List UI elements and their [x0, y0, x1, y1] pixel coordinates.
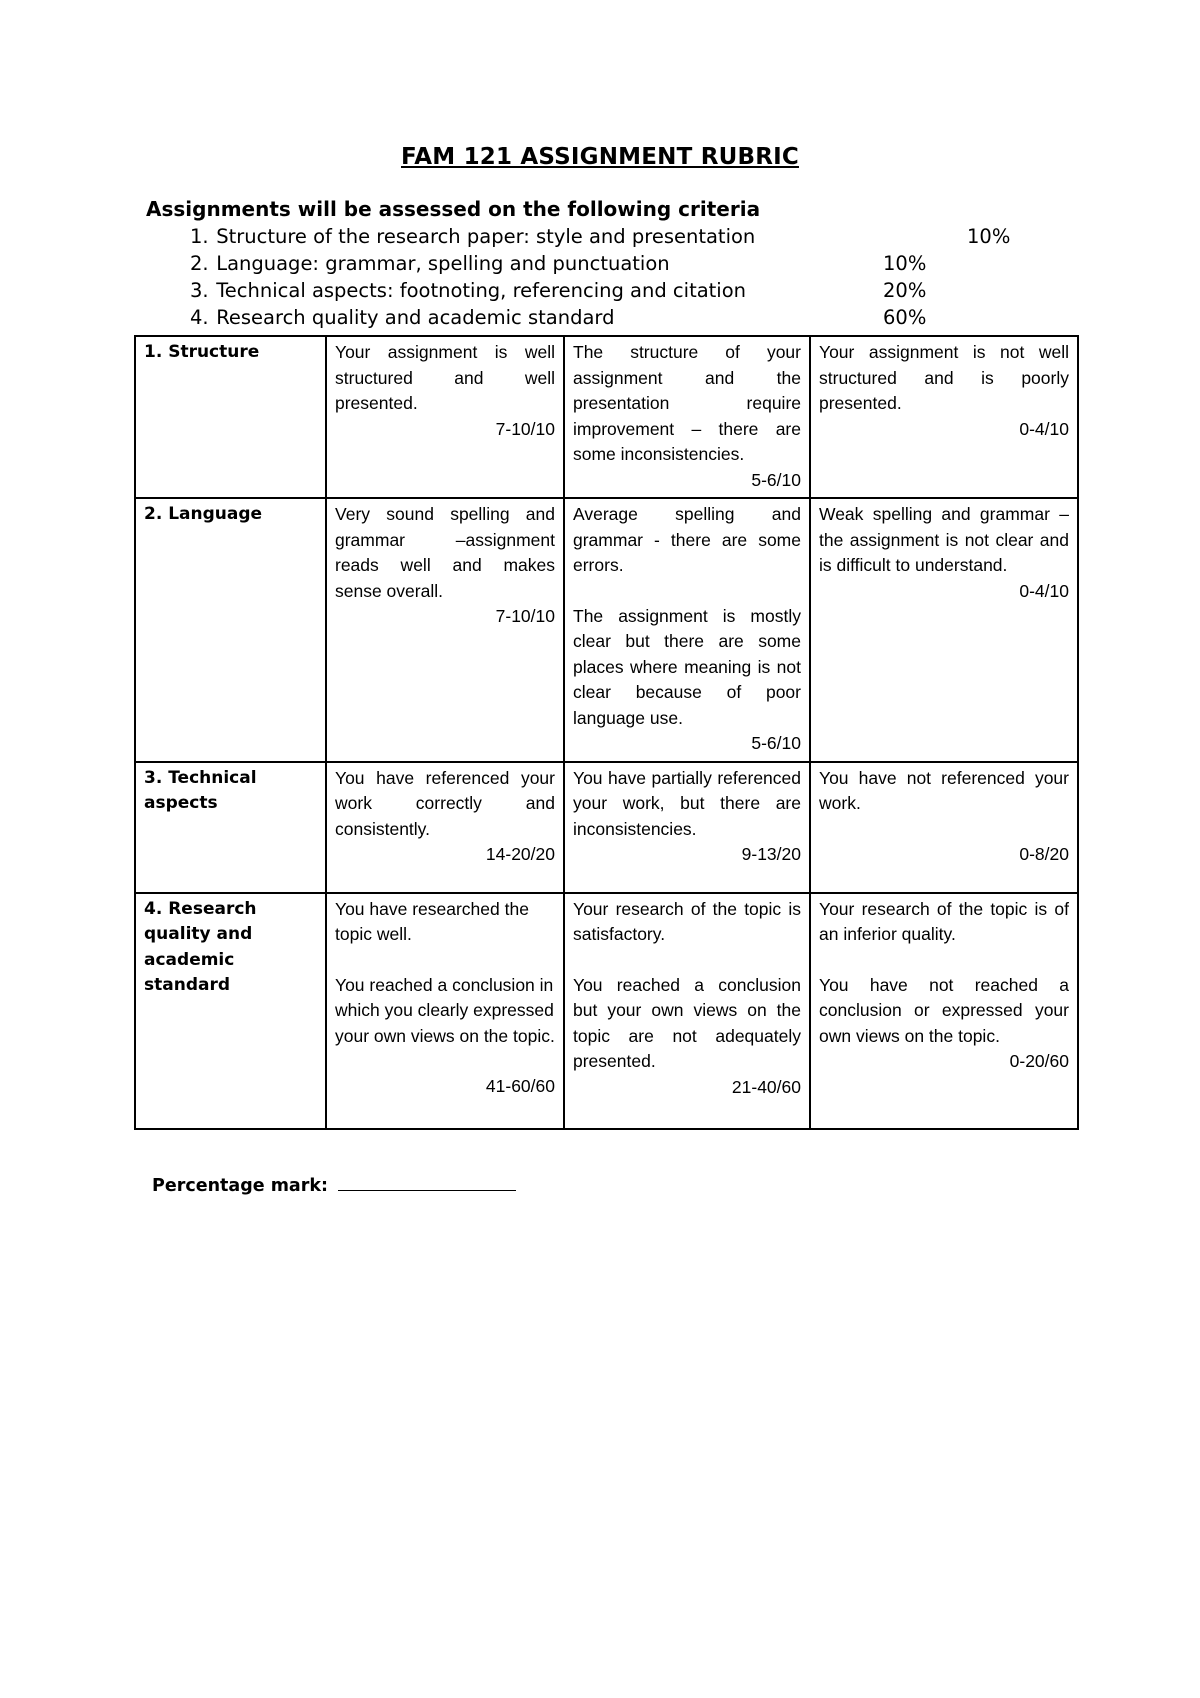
criteria-text: Language: grammar, spelling and punctuation: [216, 252, 670, 275]
rubric-cell-low: Weak spelling and grammar – the assignment is not clear and is difficult to understand. 0-4/10: [810, 498, 1078, 762]
criteria-weight: 20%: [883, 279, 927, 302]
criteria-weight: 10%: [883, 252, 927, 275]
score-range: 9-13/20: [741, 844, 801, 864]
score-range: 0-4/10: [1019, 418, 1069, 439]
criteria-list: [190, 223, 1010, 331]
rubric-cell-mid: The structure of your assignment and the presentation require improvement – there are some inconsistencies. 5-6/10: [564, 336, 810, 498]
criterion-label: 2. Language: [135, 498, 326, 762]
criteria-text: Research quality and academic standard: [216, 306, 615, 329]
percentage-mark: [152, 1176, 516, 1196]
score-range: 5-6/10: [751, 733, 801, 753]
document-title: FAM 121 ASSIGNMENT RUBRIC: [401, 144, 799, 170]
score-range: 7-10/10: [495, 606, 555, 626]
criteria-item: 4. Research quality and academic standard 60%: [190, 306, 927, 329]
percentage-mark-blank: [338, 1176, 516, 1191]
criteria-weight: 10%: [967, 225, 1011, 248]
rubric-cell-low: You have not referenced your work. 0-8/20: [810, 762, 1078, 893]
rubric-cell-high: Very sound spelling and grammar –assignment reads well and makes sense overall. 7-10/10: [326, 498, 564, 762]
criteria-item: 3. Technical aspects: footnoting, referencing and citation 20%: [190, 279, 927, 302]
rubric-cell-high: You have researched the topic well. You reached a conclusion in which you clearly expressed your own views on the topic. 41-60/60: [326, 893, 564, 1129]
score-range: 0-20/60: [1009, 1051, 1069, 1071]
criteria-item: 1. Structure of the research paper: style and presentation 10%: [190, 225, 1011, 248]
rubric-cell-high: You have referenced your work correctly and consistently. 14-20/20: [326, 762, 564, 893]
rubric-cell-mid: You have partially referenced your work, but there are inconsistencies. 9-13/20: [564, 762, 810, 893]
score-range: 0-4/10: [1019, 580, 1069, 601]
table-row-technical: [135, 762, 1078, 893]
criteria-item: 2. Language: grammar, spelling and punctuation 10%: [190, 252, 927, 275]
criteria-weight: 60%: [883, 306, 927, 329]
criterion-label: 3. Technical aspects: [135, 762, 326, 893]
score-range: 21-40/60: [731, 1076, 801, 1097]
table-row-language: [135, 498, 1078, 762]
score-range: 7-10/10: [495, 418, 555, 439]
criteria-text: Structure of the research paper: style and presentation: [216, 225, 756, 248]
criterion-label: 4. Research quality and academic standard: [135, 893, 326, 1129]
rubric-cell-mid: Your research of the topic is satisfactory. You reached a conclusion but your own views on the topic are not adequately presented. 21-40/60: [564, 893, 810, 1129]
rubric-cell-low: Your assignment is not well structured and is poorly presented. 0-4/10: [810, 336, 1078, 498]
criteria-text: Technical aspects: footnoting, referencing and citation: [216, 279, 747, 302]
rubric-cell-mid: Average spelling and grammar - there are some errors. The assignment is mostly clear but there are some places where meaning is not clear because of poor language use. 5-6/10: [564, 498, 810, 762]
score-range: 5-6/10: [751, 469, 801, 490]
percentage-mark-label: Percentage mark:: [152, 1176, 328, 1196]
rubric-cell-high: Your assignment is well structured and well presented. 7-10/10: [326, 336, 564, 498]
score-range: 14-20/20: [485, 844, 555, 864]
rubric-table: [134, 335, 1079, 1130]
score-range: 41-60/60: [485, 1076, 555, 1096]
rubric-cell-low: Your research of the topic is of an inferior quality. You have not reached a conclusion or expressed your own views on the topic. 0-20/60: [810, 893, 1078, 1129]
criteria-heading: Assignments will be assessed on the following criteria: [146, 197, 761, 221]
score-range: 0-8/20: [1019, 843, 1069, 864]
table-row-structure: [135, 336, 1078, 498]
table-row-research: [135, 893, 1078, 1129]
criterion-label: 1. Structure: [135, 336, 326, 498]
